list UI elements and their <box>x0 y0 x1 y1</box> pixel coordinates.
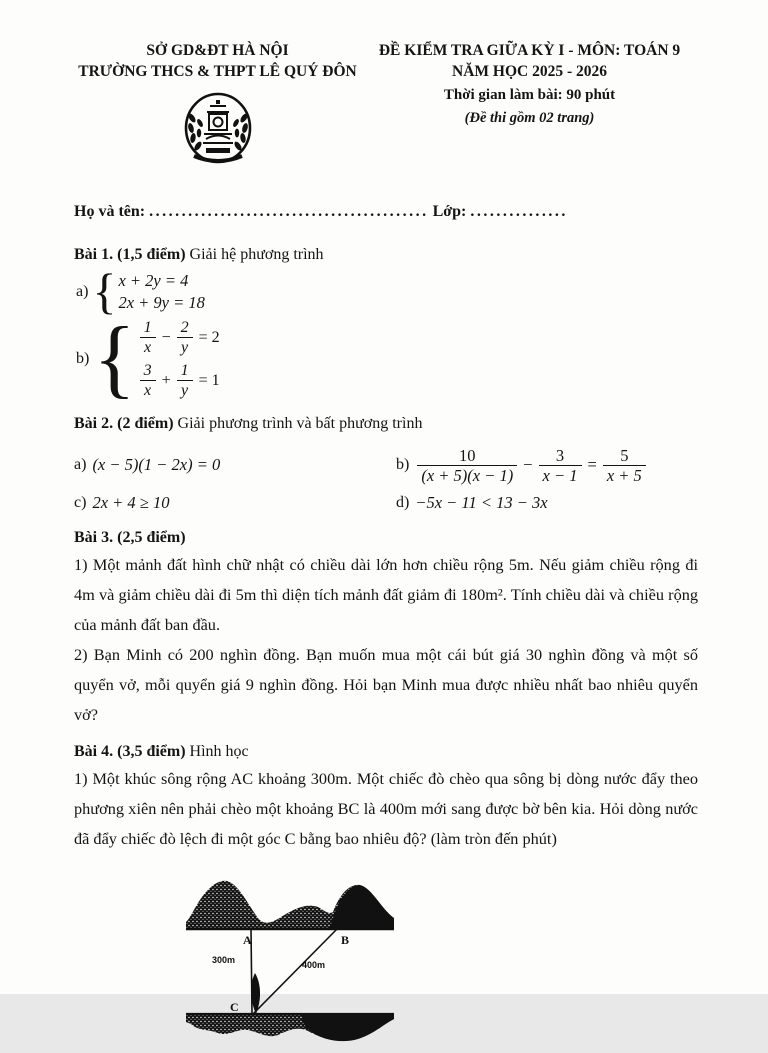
brace-icon: { <box>93 310 136 408</box>
school-logo <box>74 90 361 177</box>
fraction <box>539 447 582 484</box>
bai2-a-expr: (x − 5)(1 − 2x) = 0 <box>92 455 221 474</box>
school-name: TRƯỜNG THCS & THPT LÊ QUÝ ĐÔN <box>78 63 357 80</box>
student-info-line <box>74 203 698 221</box>
bai4-problem-1: 1) Một khúc sông rộng AC khoảng 300m. Một chiếc đò chèo qua sông bị dòng nước đẩy theo phương xiên nên phải chèo một khoảng BC là 400m mới sang được bờ bên kia. Hỏi dòng nước đã đẩy chiếc đò lệch đi một góc C bằng bao nhiêu độ? (làm tròn đến phút) <box>74 769 698 848</box>
river-figure <box>184 872 698 1053</box>
bai2-row-ab <box>74 442 698 488</box>
distance-bc-label: 400m <box>302 960 326 970</box>
fraction-denominator: x <box>140 337 156 356</box>
fraction <box>140 362 156 399</box>
name-dotted-line: ........................................... <box>149 203 429 220</box>
fraction-denominator: y <box>177 380 193 399</box>
bai1-a-eq1: x + 2y = 4 <box>118 270 189 290</box>
exam-duration: Thời gian làm bài: 90 phút <box>443 87 616 103</box>
fraction <box>177 362 193 399</box>
fraction-denominator: (x + 5)(x − 1) <box>417 465 517 484</box>
school-department: SỞ GD&ĐT HÀ NỘI <box>146 42 289 59</box>
bottom-bank-dark-blob <box>302 1014 394 1041</box>
river-crossing-diagram <box>184 872 400 1048</box>
class-dotted-line: ............... <box>470 203 568 220</box>
header-right <box>361 40 698 129</box>
bai2-c-label: c) <box>74 494 87 511</box>
brace-icon: { <box>92 263 117 319</box>
equation-rhs: = 2 <box>198 328 220 346</box>
point-b-label: B <box>341 933 350 947</box>
bai4-heading <box>74 740 698 764</box>
bai1-heading <box>74 243 698 267</box>
bai1-a-label: a) <box>76 282 89 300</box>
operator: + <box>161 371 171 389</box>
fraction-numerator: 2 <box>180 319 189 336</box>
exam-title: ĐỀ KIỂM TRA GIỮA KỲ I - MÔN: TOÁN 9 <box>378 42 681 59</box>
distance-ac-label: 300m <box>212 955 236 965</box>
exam-pages-note: (Đề thi gồm 02 trang) <box>464 110 595 126</box>
fraction-numerator: 1 <box>143 319 152 336</box>
school-emblem-icon <box>176 90 260 172</box>
bai1-subtitle: Giải hệ phương trình <box>189 246 324 263</box>
bai2-heading <box>74 412 698 436</box>
bai3-problem-2: 2) Bạn Minh có 200 nghìn đồng. Bạn muốn mua một cái bút giá 30 nghìn đồng và một số quyển vở, mỗi quyển giá 9 nghìn đồng. Hỏi bạn Minh mua được nhiều nhất bao nhiêu quyển vở? <box>74 645 698 724</box>
bai1-b-eq2 <box>138 362 224 399</box>
bai1-a-eq2: 2x + 9y = 18 <box>118 292 205 312</box>
bai2-subtitle: Giải phương trình và bất phương trình <box>177 415 423 432</box>
fraction-numerator: 10 <box>459 445 476 465</box>
class-label: Lớp: <box>432 203 467 220</box>
fraction-numerator: 1 <box>180 362 189 379</box>
bai1-b-eq1 <box>138 319 224 356</box>
fraction-denominator: x − 1 <box>539 465 582 484</box>
bai2-row-cd <box>74 490 698 516</box>
school-year: NĂM HỌC 2025 - 2026 <box>452 63 607 80</box>
bai2-c <box>74 490 396 516</box>
bai1-system-b <box>76 310 698 408</box>
bai2-d-expr: −5x − 11 < 13 − 3x <box>415 493 548 512</box>
point-c-label: C <box>230 1000 239 1014</box>
bai3-title: Bài 3. (2,5 điểm) <box>74 529 186 546</box>
bai2-c-expr: 2x + 4 ≥ 10 <box>92 493 170 512</box>
line-BC <box>253 929 337 1014</box>
bai2-d <box>396 490 698 516</box>
bai4-title: Bài 4. (3,5 điểm) <box>74 743 186 760</box>
bai2-a-label: a) <box>74 456 87 473</box>
fraction <box>177 319 193 356</box>
name-label: Họ và tên: <box>74 203 146 220</box>
operator: − <box>161 328 171 346</box>
top-bank-right-hill <box>330 885 394 929</box>
operator: − <box>523 455 533 474</box>
bai2-a <box>74 455 396 475</box>
point-a-label: A <box>243 933 252 947</box>
bai2-b-expr <box>415 447 647 484</box>
fraction <box>603 447 646 484</box>
header <box>74 40 698 177</box>
equation-rhs: = 1 <box>198 371 220 389</box>
bai1-system-a <box>76 263 698 319</box>
bai3-heading <box>74 526 698 550</box>
bai2-b <box>396 447 698 484</box>
bai4-subtitle: Hình học <box>189 743 249 760</box>
bai2-title: Bài 2. (2 điểm) <box>74 415 174 432</box>
bai1-title: Bài 1. (1,5 điểm) <box>74 246 186 263</box>
fraction-numerator: 3 <box>555 445 565 465</box>
fraction <box>140 319 156 356</box>
bai1-b-equations <box>138 316 224 402</box>
bai3-problem-1: 1) Một mảnh đất hình chữ nhật có chiều dài lớn hơn chiều rộng 5m. Nếu giảm chiều rộng đi 4m và giảm chiều dài đi 5m thì diện tích mảnh đất giảm đi 180m². Tính chiều dài và chiều rộng của mảnh đất ban đầu. <box>74 555 698 634</box>
bai2-b-label: b) <box>396 456 410 473</box>
fraction-denominator: x + 5 <box>603 465 646 484</box>
bai2-d-label: d) <box>396 494 410 511</box>
fraction <box>417 447 517 484</box>
fraction-denominator: x <box>140 380 156 399</box>
header-left <box>74 40 361 177</box>
bai1-a-equations <box>118 270 204 314</box>
fraction-numerator: 3 <box>143 362 152 379</box>
operator: = <box>587 455 597 474</box>
fraction-numerator: 5 <box>620 445 629 465</box>
fraction-denominator: y <box>177 337 193 356</box>
bai1-b-label: b) <box>76 350 90 367</box>
